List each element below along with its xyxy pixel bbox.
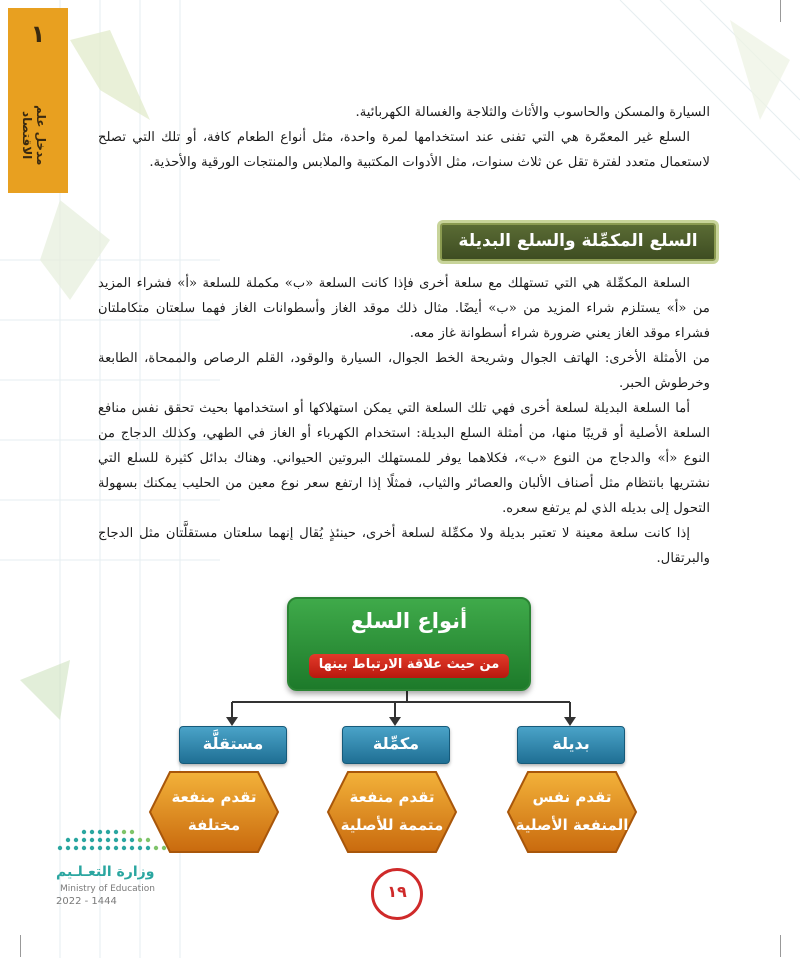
ministry-name-arabic: وزارة التعـلـيم: [56, 864, 155, 880]
ministry-name-english: Ministry of Education: [60, 884, 155, 894]
hexagon-line: تقدم منفعة: [171, 788, 257, 806]
ministry-logo-mark: [40, 818, 190, 864]
diagram-main-box: [287, 597, 531, 691]
body-paragraph: إذا كانت سلعة معينة لا تعتبر بديلة ولا مكمِّلة لسلعة أخرى، حينئذٍ يُقال إنهما سلعتان مستقلَّتان مثل الدجاج والبرتقال.: [98, 526, 710, 566]
hexagon-line: المنفعة الأصلية: [515, 816, 629, 834]
type-substitute-box: [517, 726, 625, 764]
type-label: مستقلَّة: [202, 734, 264, 753]
type-independent-box: [179, 726, 287, 764]
edition-year: 2022 - 1444: [56, 896, 117, 907]
ministry-logo: [40, 818, 190, 908]
body-paragraph: السلعة المكمِّلة هي التي تستهلك مع سلعة أخرى فإذا كانت السلعة «ب» مكملة للسلعة «أ» فشراء المزيد من «أ» يستلزم شراء المزيد من «ب» أيضًا. مثال ذلك موقد الغاز وأسطوانات الغاز فهما سلعتان متكاملتان فشراء موقد الغاز يعني ضرورة شراء أسطوانة غاز معه.: [98, 276, 710, 341]
hexagon-complementary: [326, 770, 458, 854]
type-label: بديلة: [552, 734, 590, 753]
body-paragraph: أما السلعة البديلة لسلعة أخرى فهي تلك السلعة التي يمكن استهلاكها أو استخدامها بحيث تحقق نفس منافع السلعة الأصلية أو قريبًا منها، من أمثلة السلع البديلة: استخدام الكهرباء أو الغاز في الطهي، وكذلك الدجاج من النوع «أ» والدجاج من النوع «ب»، فكلاهما يوفر للمستهلك البروتين الحيواني. وهناك بدائل كثيرة للسلع التي نشتريها بانتظام مثل أصناف الألبان والعصائر والثياب، فمثلًا إذا ارتفع سعر نوع معين من الحليب يمكنك بسهولة التحول إلى بديله الذي لم يرتفع سعره.: [98, 401, 710, 516]
intro-paragraph: السيارة والمسكن والحاسوب والأثاث والثلاجة والغسالة الكهربائية.: [355, 105, 710, 120]
diagram-title: أنواع السلع: [350, 609, 468, 633]
chapter-number: ١: [30, 20, 46, 48]
body-paragraph: من الأمثلة الأخرى: الهاتف الجوال وشريحة الخط الجوال، السيارة والوقود، القلم الرصاص والممحاة، الطابعة وخرطوش الحبر.: [98, 351, 710, 391]
intro-paragraph: السلع غير المعمّرة هي التي تفنى عند استخدامها لمرة واحدة، مثل أنواع الطعام كافة، أو تلك التي تصلح لاستعمال متعدد لفترة تقل عن ثلاث سنوات، مثل الأدوات المكتبية والملابس والمنتجات الورقية والأحذية.: [98, 130, 710, 170]
page-number-badge: [371, 868, 423, 920]
hexagon-line: مختلفة: [187, 816, 241, 834]
hexagon-line: تقدم منفعة: [349, 788, 435, 806]
hexagon-line: تقدم نفس: [532, 788, 612, 806]
hexagon-line: متممة للأصلية: [340, 816, 444, 834]
page-number: ١٩: [387, 882, 407, 901]
section-heading: السلع المكمِّلة والسلع البديلة: [458, 231, 698, 251]
diagram-subtitle-band: [309, 654, 509, 678]
chapter-title: مدخل علم الاقتصاد: [20, 104, 48, 166]
type-label: مكمِّلة: [372, 734, 420, 753]
diagram-subtitle: من حيث علاقة الارتباط بينها: [318, 657, 500, 672]
hexagon-substitute: [506, 770, 638, 854]
type-complementary-box: [342, 726, 450, 764]
